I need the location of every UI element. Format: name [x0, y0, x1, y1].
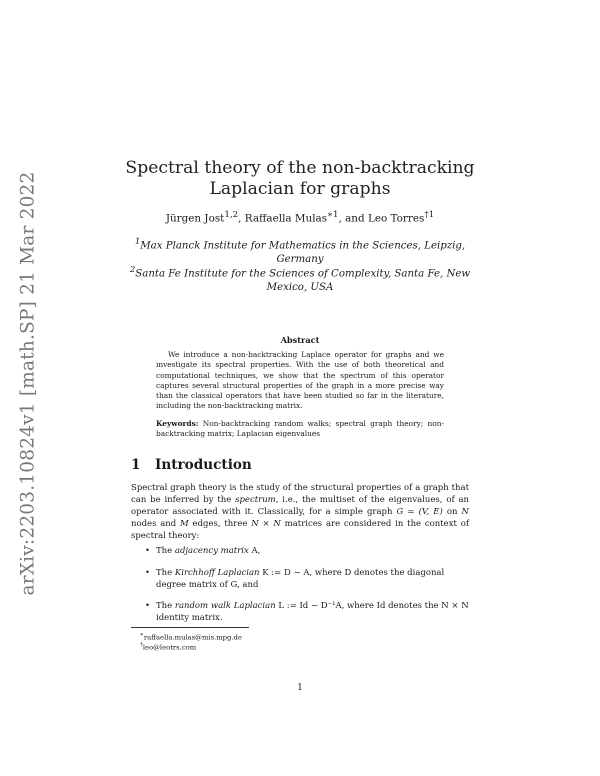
footnote-email: leo@leotrs.com [142, 643, 197, 652]
math: N [461, 506, 469, 517]
affiliation-mark: 1 [134, 237, 141, 247]
affiliation-line: Germany [276, 254, 324, 266]
bullet-icon: • [145, 546, 151, 556]
page-number: 1 [297, 683, 303, 693]
author-name: Raffaella Mulas [244, 212, 328, 225]
abstract-text: We introduce a non-backtracking Laplace operator for graphs and we investigate its spectral properties. With the use of both theoretical and computational techniques, we show that the spectrum of this operator captures several structural properties of the graph in a more precise way than the classical operators that have been studied so far in the literature, including the non-backtracking matrix. [156, 350, 444, 411]
author-name: Jürgen Jost [165, 212, 225, 225]
keywords [156, 419, 444, 440]
author-separator: , [238, 212, 245, 225]
author-mark: 1,2 [224, 210, 239, 220]
footnote-rule [131, 627, 249, 628]
paper-title [100, 158, 500, 200]
affiliation-line: Mexico, USA [266, 282, 334, 294]
matrix-list [131, 546, 469, 635]
author-name: Leo Torres [367, 212, 425, 225]
emphasis: spectrum [235, 494, 276, 505]
title-line-1: Spectral theory of the non-backtracking [125, 158, 475, 178]
affiliation-2 [120, 263, 480, 295]
list-item: • The adjacency matrix A, [145, 546, 261, 556]
footnote-mark: ∗ [140, 632, 144, 638]
keywords-text: Non-backtracking random walks; spectral graph theory; non-backtracking matrix; Laplacian eigenvalues [156, 419, 444, 439]
affiliation-mark: 2 [129, 265, 136, 275]
author-mark: ∗1 [327, 210, 339, 220]
author-separator: , and [338, 212, 368, 225]
footnote-mark: † [140, 642, 143, 648]
author-mark: †1 [424, 210, 435, 220]
section-title: Introduction [155, 457, 252, 473]
footnote-email: raffaella.mulas@mis.mpg.de [143, 633, 242, 642]
affiliation-line: Santa Fe Institute for the Sciences of Complexity, Santa Fe, New [135, 268, 471, 280]
list-item: • The Kirchhoff Laplacian K := D − A, where D denotes the diagonal degree matrix of G, and [145, 567, 445, 590]
title-line-2: Laplacian for graphs [209, 179, 391, 199]
math: M [180, 518, 189, 529]
abstract-heading: Abstract [280, 335, 320, 345]
intro-paragraph: Spectral graph theory is the study of the structural properties of a graph that can be inferred by the spectrum, i.e., the multiset of the eigenvalues, of an operator associated with it. Classically, for a simple graph G = (V, E) on N nodes and M edges, three N × N matrices are considered in the context of spectral theory: [131, 483, 469, 541]
keywords-label: Keywords: [156, 419, 199, 428]
section-heading [131, 457, 252, 473]
list-item: • The random walk Laplacian L := Id − D⁻¹A, where Id denotes the N × N identity matrix. [145, 600, 469, 623]
math: G = (V, E) [396, 506, 443, 517]
bullet-icon: • [145, 600, 151, 611]
math: N × N [251, 518, 281, 529]
abstract-body [156, 350, 444, 412]
footnote [140, 641, 196, 652]
section-number: 1 [131, 457, 141, 473]
author-list [100, 210, 500, 224]
arxiv-sidebar-stamp [8, 168, 48, 598]
affiliation-line: Max Planck Institute for Mathematics in the Sciences, Leipzig, [140, 240, 466, 252]
bullet-icon: • [145, 567, 151, 578]
arxiv-identifier: arXiv:2203.10824v1 [math.SP] 21 Mar 2022 [17, 171, 39, 595]
